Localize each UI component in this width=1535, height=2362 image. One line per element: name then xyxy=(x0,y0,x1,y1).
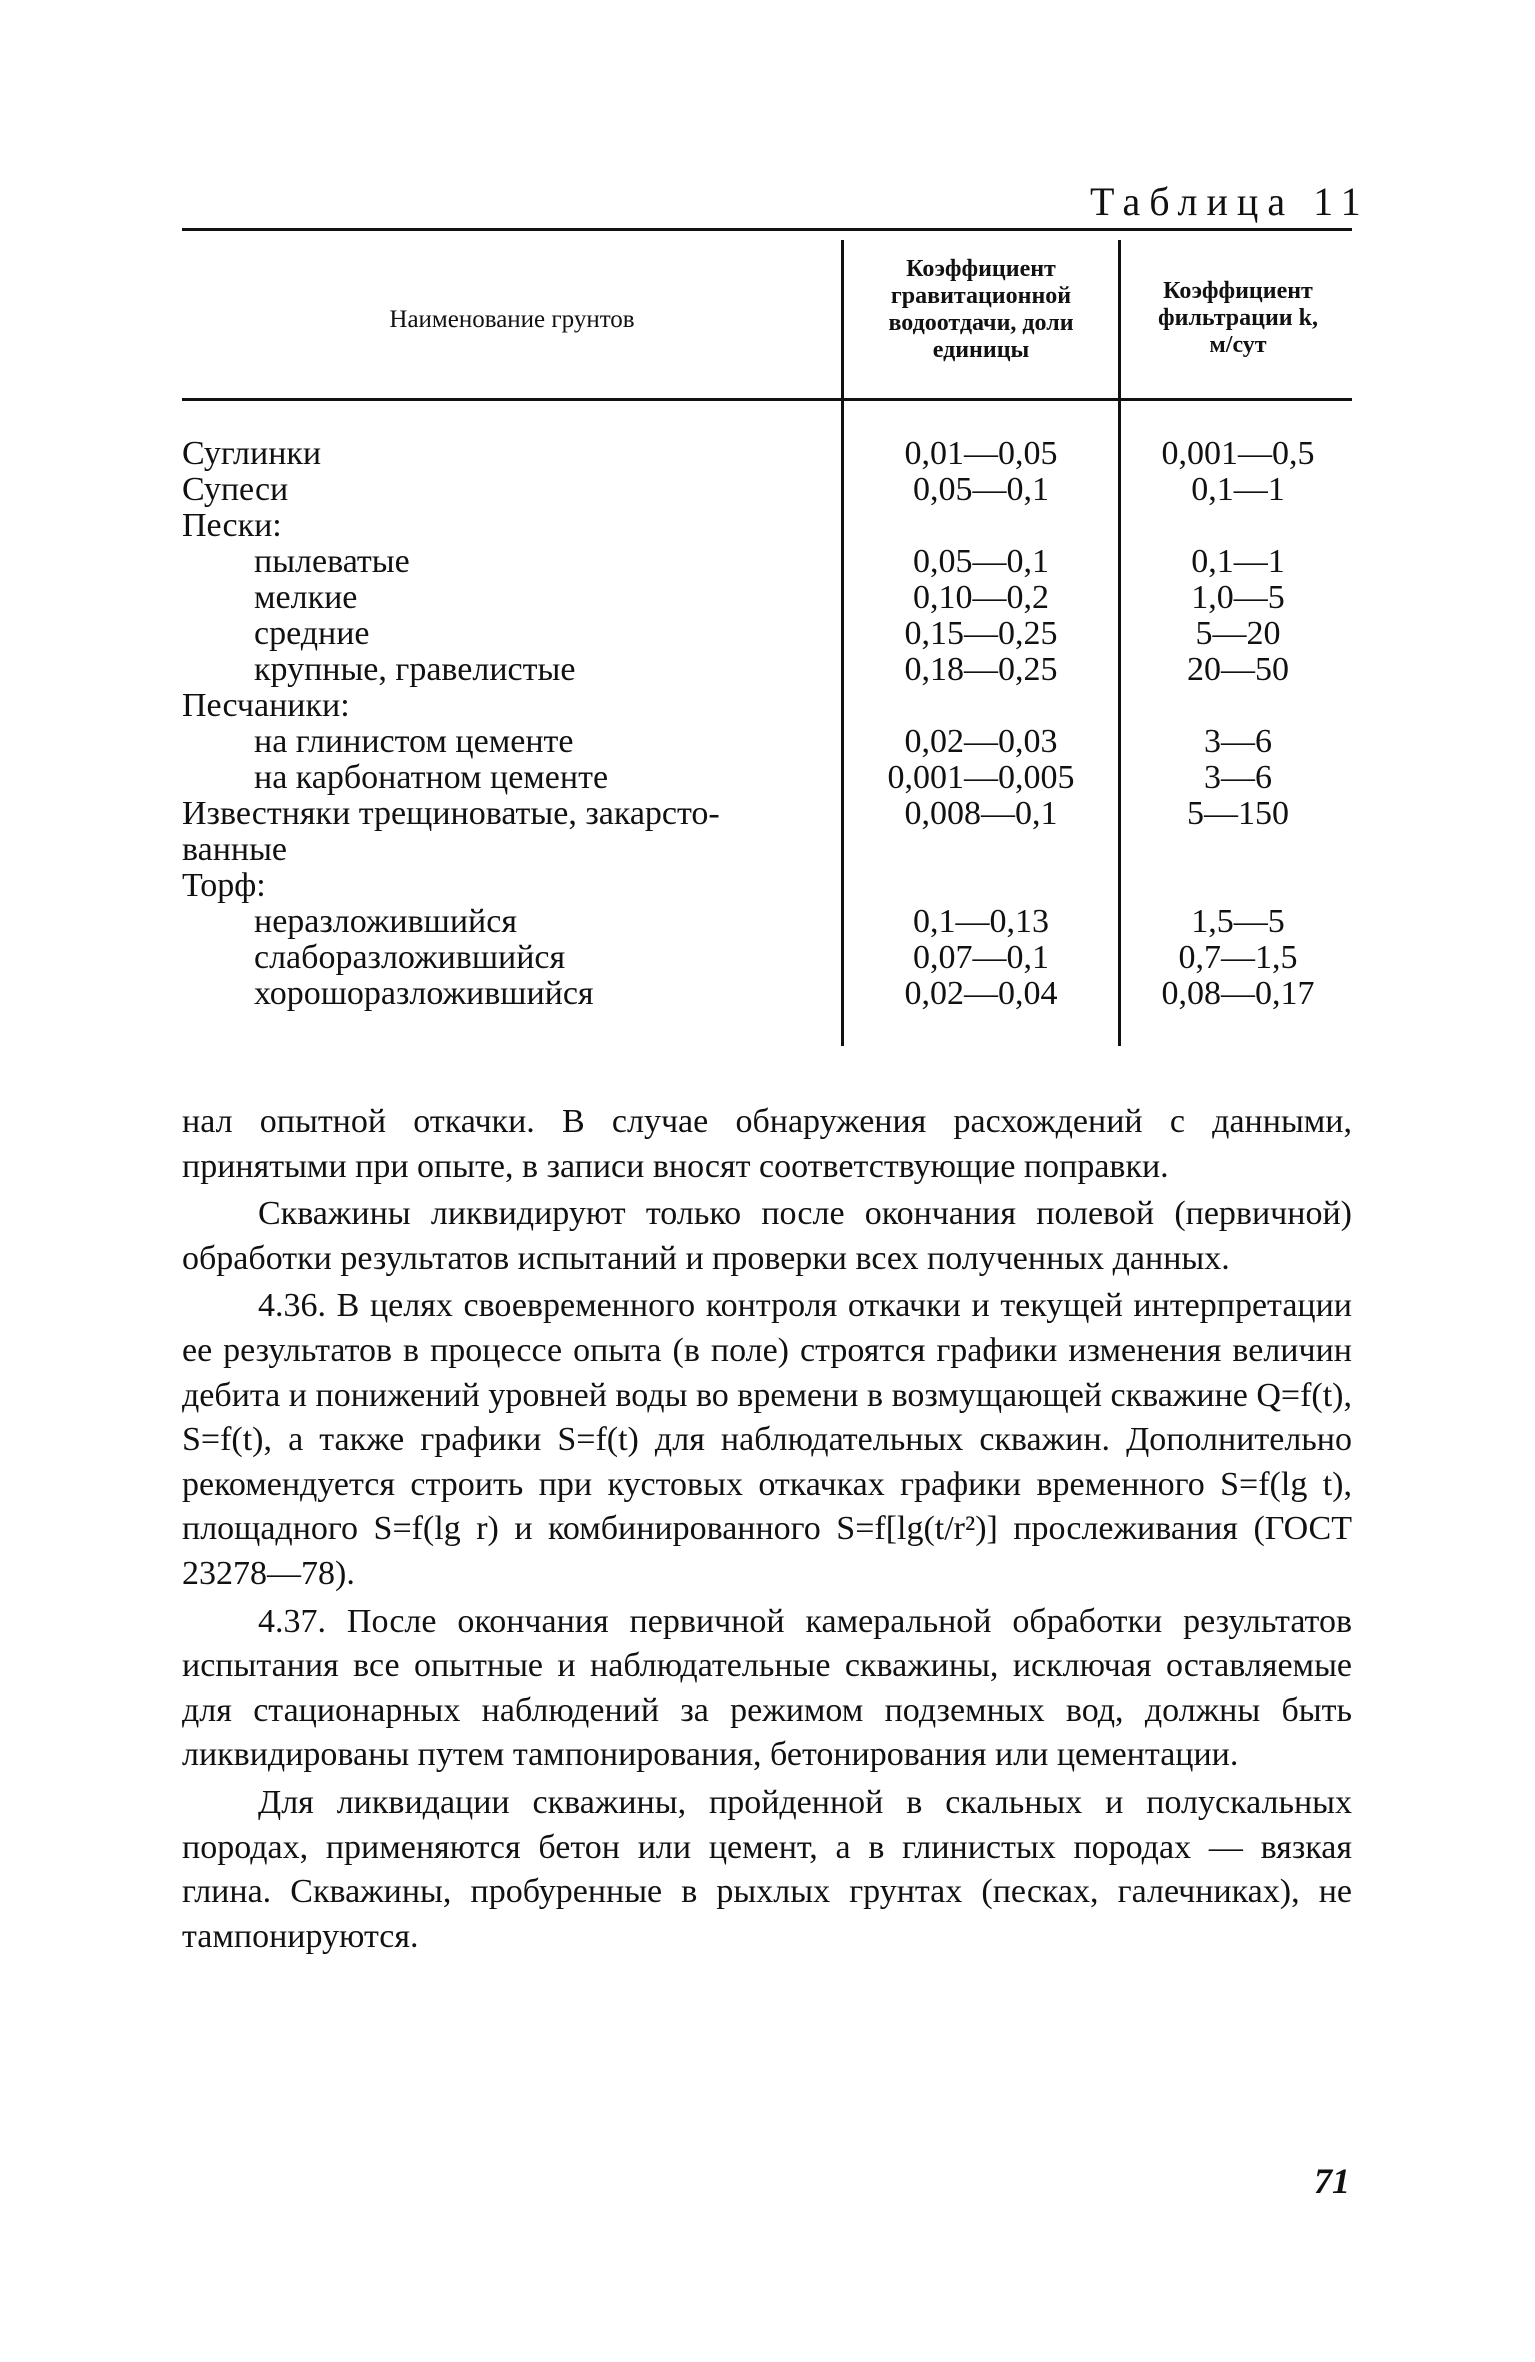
table-top-rule xyxy=(182,228,1352,231)
filtration-value: 0,08—0,17 xyxy=(1161,975,1315,1012)
table-row xyxy=(0,472,1535,508)
gravitational-value: 0,05—0,1 xyxy=(913,471,1049,508)
table-row xyxy=(0,544,1535,580)
soil-group-name: Песчаники: xyxy=(182,687,350,724)
filtration-value: 0,7—1,5 xyxy=(1178,939,1298,976)
gravitational-value: 0,01—0,05 xyxy=(904,435,1058,472)
header-soil-name: Наименование грунтов xyxy=(389,306,635,333)
filtration-value: 3—6 xyxy=(1204,759,1272,796)
paragraph: нал опытной откачки. В случае обнаружения расхождений с данными, принятыми при опыте, в записи вносят соответствующие поправки. xyxy=(182,1103,1352,1185)
gravitational-value: 0,15—0,25 xyxy=(904,615,1058,652)
paragraph: Для ликвидации скважины, пройденной в скальных и полускальных породах, применяются бетон или цемент, а в глинистых породах — вязкая глина. Скважины, пробуренные в рыхлых грунтах (песках, галечниках), не тампонируются. xyxy=(182,1783,1352,1955)
soil-name: Супеси xyxy=(182,471,289,508)
table-row xyxy=(0,904,1535,940)
filtration-value: 1,5—5 xyxy=(1191,903,1285,940)
filtration-value: 3—6 xyxy=(1204,723,1272,760)
table-row xyxy=(0,436,1535,472)
table-row xyxy=(0,724,1535,760)
soil-name: Известняки трещиноватые, закарсто- xyxy=(182,795,720,832)
table-row xyxy=(0,580,1535,616)
filtration-value: 5—20 xyxy=(1195,615,1281,652)
paragraph: Скважины ликвидируют только после окончания полевой (первичной) обработки результатов испытаний и проверки всех полученных данных. xyxy=(182,1195,1352,1277)
soil-name: хорошоразложившийся xyxy=(254,975,594,1012)
soil-name: на глинистом цементе xyxy=(254,723,574,760)
paragraph-4-36: 4.36. В целях своевременного контроля откачки и текущей интерпретации ее результатов в процессе опыта (в поле) строятся графики изменения величин дебита и понижений уровней воды во времени в возмущающей скважине Q=f(t), S=f(t), а также графики S=f(t) для наблюдательных скважин. Дополнительно рекомендуется строить при кустовых откачках графики временного S=f(lg t), площадного S=f(lg r) и комбинированного S=f[lg(t/r²)] прослеживания (ГОСТ 23278—78). xyxy=(182,1287,1352,1592)
soil-group-name: Пески: xyxy=(182,507,282,544)
soil-name: средние xyxy=(254,615,370,652)
table-row xyxy=(0,832,1535,868)
body-text xyxy=(182,1100,1352,1962)
gravitational-value: 0,02—0,04 xyxy=(904,975,1058,1012)
gravitational-value: 0,008—0,1 xyxy=(904,795,1058,832)
table-row xyxy=(0,760,1535,796)
filtration-value: 20—50 xyxy=(1187,651,1289,688)
gravitational-value: 0,02—0,03 xyxy=(904,723,1058,760)
header-gravitational-coefficient: Коэффициент гравитационной водоотдачи, доли единицы xyxy=(888,256,1074,363)
soil-name: мелкие xyxy=(254,579,358,616)
table-caption: Таблица 11 xyxy=(1090,179,1370,224)
page-number: 71 xyxy=(1314,2161,1350,2201)
gravitational-value: 0,10—0,2 xyxy=(913,579,1049,616)
table-row xyxy=(0,796,1535,832)
gravitational-value: 0,001—0,005 xyxy=(887,759,1075,796)
soil-name: неразложившийся xyxy=(254,903,517,940)
filtration-value: 0,1—1 xyxy=(1191,543,1285,580)
table-row xyxy=(0,688,1535,724)
filtration-value: 0,1—1 xyxy=(1191,471,1285,508)
soil-name: пылеватые xyxy=(254,543,410,580)
soil-group-name: Торф: xyxy=(182,867,266,904)
filtration-value: 1,0—5 xyxy=(1191,579,1285,616)
soil-name: на карбонатном цементе xyxy=(254,759,609,796)
table-row xyxy=(0,508,1535,544)
soil-name: крупные, гравелистые xyxy=(254,651,576,688)
table-row xyxy=(0,652,1535,688)
table-row xyxy=(0,976,1535,1012)
gravitational-value: 0,07—0,1 xyxy=(913,939,1049,976)
gravitational-value: 0,05—0,1 xyxy=(913,543,1049,580)
soil-name-continuation: ванные xyxy=(182,831,288,868)
table-row xyxy=(0,868,1535,904)
gravitational-value: 0,1—0,13 xyxy=(913,903,1049,940)
table-row xyxy=(0,616,1535,652)
soil-name: слаборазложившийся xyxy=(254,939,566,976)
table-header-rule xyxy=(182,398,1352,401)
paragraph-4-37: 4.37. После окончания первичной камеральной обработки результатов испытания все опытные и наблюдательные скважины, исключая оставляемые для стационарных наблюдений за режимом подземных вод, должны быть ликвидированы путем тампонирования, бетонирования или цементации. xyxy=(182,1602,1352,1774)
filtration-value: 0,001—0,5 xyxy=(1161,435,1315,472)
soil-name: Суглинки xyxy=(182,435,322,472)
filtration-value: 5—150 xyxy=(1187,795,1289,832)
gravitational-value: 0,18—0,25 xyxy=(904,651,1058,688)
header-filtration-coefficient: Коэффициент фильтрации k, м/сут xyxy=(1158,278,1318,358)
table-row xyxy=(0,940,1535,976)
